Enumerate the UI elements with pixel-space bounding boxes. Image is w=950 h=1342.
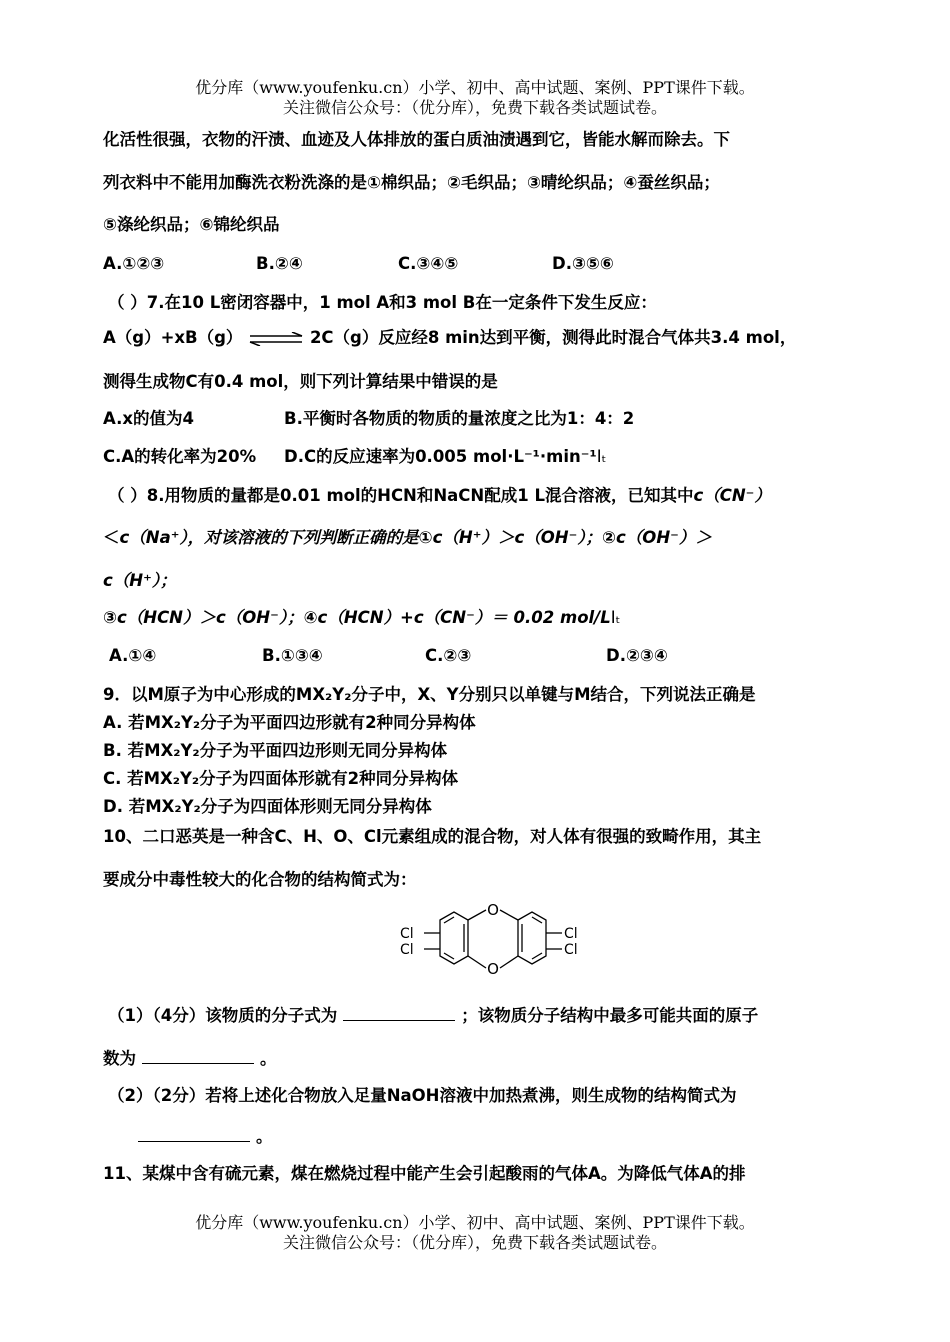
chlorine-label: Cl	[400, 942, 414, 958]
q8-option-c: C.②③	[425, 646, 472, 665]
q8-line-1	[108, 485, 771, 507]
q8-c-na: c（Na⁺），对该溶液的下列判断正确的是①	[119, 528, 433, 547]
q7-option-a: A.x的值为4	[103, 409, 194, 428]
q10-part-1-prompt-2: ；该物质分子结构中最多可能共面的原子	[461, 1006, 759, 1025]
q10-line-1: 10、二口恶英是一种含C、H、O、Cl元素组成的混合物，对人体有很强的致畸作用，其主	[103, 827, 762, 846]
q8-c-oh-2: c（OH⁻）＞	[616, 528, 712, 547]
chlorine-label: Cl	[400, 926, 414, 942]
q10-part-1-end: 。	[260, 1049, 277, 1068]
q10-part-1-line-1	[108, 1005, 758, 1027]
q7-line-1: （ ）7.在10 L密闭容器中，1 mol A和3 mol B在一定条件下发生反应：	[108, 293, 657, 312]
footer-line-2: 关注微信公众号：（优分库），免费下载各类试题试卷。	[282, 1233, 667, 1252]
answer-blank-product[interactable]	[138, 1127, 250, 1142]
q8-line-2	[103, 527, 712, 549]
q7-line-3: 测得生成物C有0.4 mol，则下列计算结果中错误的是	[103, 372, 498, 391]
q10-part-2-line-1: （2）（2分）若将上述化合物放入足量NaOH溶液中加热煮沸，则生成物的结构简式为	[108, 1086, 737, 1105]
q8-c-oh: c（OH⁻）；②	[514, 528, 617, 547]
q9-option-c: C. 若MX₂Y₂分子为四面体形就有2种同分异构体	[103, 769, 459, 788]
q7-stray-mark: Iₜ	[596, 447, 607, 466]
q9-option-a: A. 若MX₂Y₂分子为平面四边形就有2种同分异构体	[103, 713, 476, 732]
q10-part-1-prompt: （1）（4分）该物质的分子式为	[108, 1006, 338, 1025]
q11-line-1: 11、某煤中含有硫元素，煤在燃烧过程中能产生会引起酸雨的气体A。为降低气体A的排	[103, 1164, 746, 1183]
chlorine-label: Cl	[564, 942, 578, 958]
q7-line-2	[103, 327, 796, 349]
q8-option-a: A.①④	[109, 646, 157, 665]
answer-blank-atom-count[interactable]	[142, 1049, 254, 1064]
q6-line-3: ⑤涤纶织品；⑥锦纶织品	[103, 215, 280, 234]
q7-reactants: A（g）+xB（g）	[103, 328, 243, 347]
q8-option-b: B.①③④	[262, 646, 323, 665]
q6-option-b: B.②④	[256, 254, 303, 273]
q10-part-1-prompt-3: 数为	[103, 1049, 136, 1068]
q6-option-d: D.③⑤⑥	[552, 254, 614, 273]
q7-option-d	[284, 446, 606, 468]
header-line-1: 优分库（www.youfenku.cn）小学、初中、高中试题、案例、PPT课件下载。	[195, 78, 755, 97]
q6-option-a: A.①②③	[103, 254, 165, 273]
dioxin-structure-diagram	[398, 900, 588, 980]
q10-part-2-end: 。	[256, 1127, 273, 1146]
q10-part-2-line-2	[138, 1126, 273, 1148]
q9-stem: 9．以M原子为中心形成的MX₂Y₂分子中，X、Y分别只以单键与M结合，下列说法正确是	[103, 685, 756, 704]
q8-stray-mark: Iₜ	[610, 608, 621, 627]
q8-c-h-2: c（H⁺）；	[103, 571, 177, 590]
q8-option-d: D.②③④	[606, 646, 668, 665]
equilibrium-arrow-icon	[248, 332, 304, 346]
q8-c-oh-3: c（OH⁻）；④	[216, 608, 318, 627]
q7-option-d-text: D.C的反应速率为0.005 mol·L⁻¹·min⁻¹	[284, 447, 597, 466]
q10-line-2: 要成分中毒性较大的化合物的结构简式为：	[103, 870, 417, 889]
q7-products: 2C（g）反应经8 min达到平衡，测得此时混合气体共3.4 mol，	[309, 328, 797, 347]
q8-c-h: c（H⁺）＞	[432, 528, 515, 547]
q8-c-cn-2: c（CN⁻）＝ 0.02 mol/L	[413, 608, 611, 627]
q8-line-1-text: （ ）8.用物质的量都是0.01 mol的HCN和NaCN配成1 L混合溶液，已知其中	[108, 486, 694, 505]
footer-line-1: 优分库（www.youfenku.cn）小学、初中、高中试题、案例、PPT课件下载。	[195, 1213, 755, 1232]
chlorine-label: Cl	[564, 926, 578, 942]
q8-item-3: ③	[103, 608, 117, 627]
q7-option-b: B.平衡时各物质的物质的量浓度之比为1：4：2	[284, 409, 635, 428]
header-line-2: 关注微信公众号：（优分库），免费下载各类试题试卷。	[282, 98, 667, 117]
q8-lt-sign: ＜	[103, 528, 120, 547]
answer-blank-formula[interactable]	[343, 1006, 455, 1021]
q8-c-cn: c（CN⁻）	[693, 486, 771, 505]
q9-option-b: B. 若MX₂Y₂分子为平面四边形则无同分异构体	[103, 741, 448, 760]
q6-option-c: C.③④⑤	[398, 254, 459, 273]
q8-line-3	[103, 570, 177, 592]
q6-line-1: 化活性很强，衣物的汗渍、血迹及人体排放的蛋白质油渍遇到它，皆能水解而除去。下	[103, 130, 730, 149]
q7-option-c: C.A的转化率为20%	[103, 447, 257, 466]
oxygen-top-label: O	[487, 901, 499, 919]
q10-part-1-line-2	[103, 1048, 277, 1070]
oxygen-bottom-label: O	[487, 960, 499, 978]
q8-line-4	[103, 607, 620, 629]
q8-c-hcn-2: c（HCN）+	[317, 608, 414, 627]
q6-line-2: 列衣料中不能用加酶洗衣粉洗涤的是①棉织品；②毛织品；③晴纶织品；④蚕丝织品；	[103, 173, 720, 192]
q9-option-d: D. 若MX₂Y₂分子为四面体形则无同分异构体	[103, 797, 432, 816]
q8-c-hcn: c（HCN）＞	[116, 608, 216, 627]
